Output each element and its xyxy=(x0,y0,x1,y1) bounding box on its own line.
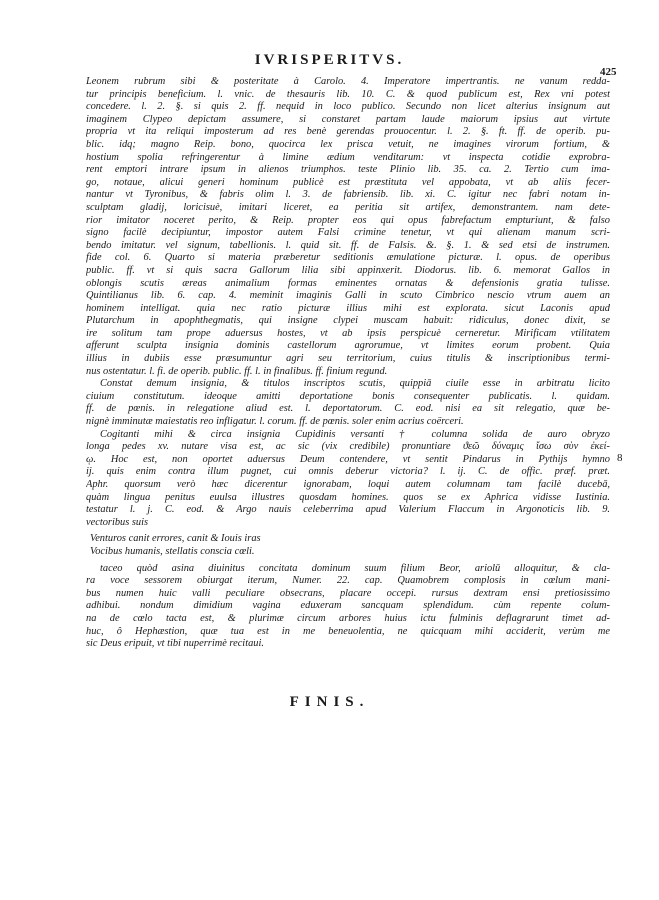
verse-line: Venturos canit errores, canit & Iouis iras xyxy=(90,533,261,545)
text-line: ῳ. Hoc est, non oportet aduersus Deum contendere, vt sentit Pindarus in Pythijs hymno xyxy=(86,453,610,465)
paragraph xyxy=(86,76,610,378)
text-line: Constat demum insignia, & titulos inscriptos scutis, quippiā ciuile esse in arbitratu licito xyxy=(100,378,610,390)
text-line: oblongis scutis æreas animalium formas eminentes ornatas & defensionis gratia tulisse. xyxy=(86,277,610,289)
finis-mark: FINIS. xyxy=(289,694,370,710)
text-line: adhibui. nondum dimidium vagina eduxeram sancquam splendidum. cùm repente colum- xyxy=(86,600,610,612)
text-line: Aphr. quorsum verò hæc dicerentur ignorabam, loqui autem columnam tam facilè ducebā, xyxy=(86,479,610,490)
text-line: Plutarchum in apophthegmatis, qui insigne clypei muscam habuit: ridiculus, donec dixit, se xyxy=(86,315,610,327)
text-line: longa pedes xv. nutare visa est, ac sic (vix credibile) pronuntiare ϑεῶ δύναμις ἴσω σὺν ἐκεί- xyxy=(86,441,610,453)
text-line: afferunt sculpta insignia dominis castellorum agrorumue, vt limites eorum probent. Quia xyxy=(86,340,610,352)
text-line: bendo imitatur. vel signum, tabellionis. l. quid sit. ff. de Falsis. &. §. 1. & sed etsi de instrumen. xyxy=(86,239,610,251)
text-line: Cogitanti mihi & circa insignia Cupidinis versanti † columna solida de auro obryzo xyxy=(100,428,610,440)
paragraph xyxy=(86,378,610,428)
page-number: 425 xyxy=(600,66,617,78)
margin-note: 8 xyxy=(617,452,623,464)
text-line: ij. quis enim contra illum pugnet, cui omnis deberur victoria? l. ij. C. de offic. præf. præt. xyxy=(86,466,610,478)
text-line: testatur l. j. C. eod. & Argo nauis celeberrima apud Valerium Flaccum in Argonoticis lib. 9. xyxy=(86,504,610,516)
running-head: IVRISPERITVS. xyxy=(254,52,405,68)
text-line: hominem intelligat. quia nec ratio picturæ illius mihi est explorata. sicut Laconis apud xyxy=(86,302,610,314)
text-line: Leonem rubrum sibi & posteritate à Carolo. 4. Imperatore impertrantis. ne vanum redda- xyxy=(86,76,610,87)
text-line: ra voce sessorem obiurgat iterum, Numer. 22. cap. Quamobrem complosis in cœlum mani- xyxy=(86,575,610,587)
text-line: ciuium constitutum. ideoque amitti deportatione bonis consequenter publicatis. l. quidam. xyxy=(86,390,610,402)
text-line: rent emptori intrare ipsum in alienos triumphos. teste Plinio lib. 35. ca. 2. Tertio cum ima- xyxy=(86,164,610,176)
text-line: fide col. 6. Quarto si materia præberetur seditionis æmulatione picturæ. l. opus. de operibus xyxy=(86,252,610,264)
text-line: huc, ô Hephæstion, quæ tua est in me beneuolentia, ne quicquam mihi acciderit, verùm me xyxy=(86,625,610,637)
text-line: public. ff. vt si quis sacra Gallorum lilia sibi appinxerit. Diodorus. lib. 6. memorat Gallos in xyxy=(86,264,610,276)
verse-line: Vocibus humanis, stellatis conscia cœli. xyxy=(90,545,255,557)
text-line: quàm lingua penitus euulsa illustres quosdam homines. quos se ex Aphrica vidisse Iustinia. xyxy=(86,491,610,503)
text-line: illius in dubiis esse præsumuntur agri seu territorium, cuius titulis & inscriptionibus termi- xyxy=(86,353,610,365)
text-line: vectoribus suis xyxy=(86,516,149,528)
text-line: concedere. l. 2. §. si quis 2. ff. nequid in loco publico. Secundo non licet alterius insignum aut xyxy=(86,101,610,113)
paragraph xyxy=(86,429,610,530)
text-line: sculptam gladij, loricisuè, imitari liceret, ea peritia sit artifex, demonstrantem. nam dete- xyxy=(86,201,610,213)
text-line: Quintilianus lib. 6. cap. 4. meminit imaginis Galli in scuto Cimbrico nescio vtrum auem an xyxy=(86,290,610,302)
text-line: taceo quòd asina diuinitus concitata dominum suum filium Beor, ariolū alloquitur, & cla- xyxy=(100,562,610,574)
text-line: sic Deus eripuit, vt tibi nuperrimè recitaui. xyxy=(86,638,264,650)
text-line: nus ostentatur. l. fi. de operib. public. ff. l. in finalibus. ff. finium regund. xyxy=(86,365,388,377)
text-line: nantur vt Tyronibus, & fabris olim l. 3. de fabriensib. lib. xi. C. igitur nec fabri notam in- xyxy=(86,189,610,201)
text-line: bus numen huic valli peculiare obsecrans, placare occepi. rursus dextram ensi pretiosissimo xyxy=(86,587,610,599)
text-line: hostium spolia refringerentur à limine ædium venditarum: vt inspecta cotidie exprobra- xyxy=(86,151,610,163)
text-line: rior imitator noceret perito, & Reip. propter eos qui opus fabrefactum empturiunt, & falso xyxy=(86,214,610,226)
verse-block xyxy=(86,533,610,558)
text-line: tur principis beneficium. l. vnic. de thesauris lib. 10. C. & quod publicum est, Rex vni potest xyxy=(86,88,610,100)
text-line: blic. idq; magno Reip. bono, quocirca lex prisca vetuit, ne imagines virorum fortium, & xyxy=(86,138,610,150)
text-line: ire solitum tam prope aduersus hostes, vt ab ipsis perspicuè cerneretur. Mirificam vtilitatem xyxy=(86,327,610,339)
text-line: signo facilè decipiuntur, impostor autem Falsi crimine tenetur, vt qui alienam manum scri- xyxy=(86,227,610,239)
paragraph xyxy=(86,563,610,651)
text-line: go, notaue, alicui generi hominum publicè est præstituta vel appobata, vt ab aliis fecer- xyxy=(86,176,610,188)
text-line: nignè imminutæ maiestatis reo infligatur. l. corum. ff. de pœnis. soler enim acrius coërceri. xyxy=(86,416,464,428)
body-text xyxy=(86,76,610,651)
text-line: imaginem Clypeo depictam assumere, si constaret partam laude maiorum ipsius aut virtute xyxy=(86,113,610,125)
text-line: propria vt ita reliqui imposterum ad res benè gerendas prouocentur. l. 2. §. ft. ff. de operib. pu- xyxy=(86,126,610,138)
text-line: na de cœlo tacta est, & plurimæ circum arbores huius ictu fulminis deflagrarunt timet ad- xyxy=(86,612,610,624)
text-line: ff. de pœnis. in relegatione aliud est. l. deportatorum. C. eod. nisi ea sit relegatio, quæ be- xyxy=(86,403,610,415)
